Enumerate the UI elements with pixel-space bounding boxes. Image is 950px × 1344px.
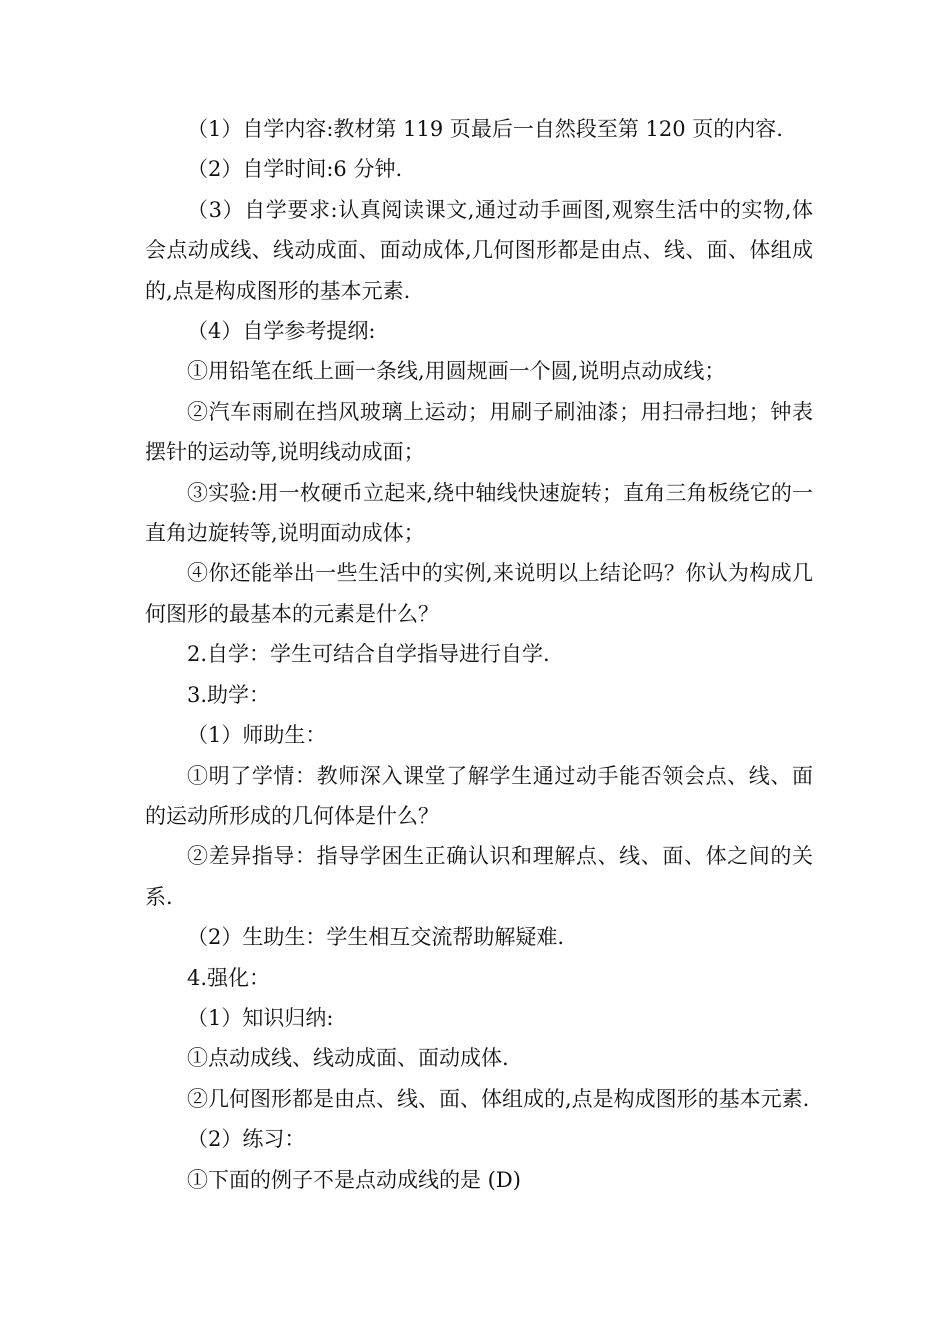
paragraph-study-outline-heading: （4）自学参考提纲: xyxy=(187,319,376,344)
paragraph-peer-help: （2）生助生：学生相互交流帮助解疑难. xyxy=(187,925,565,950)
paragraph-practice-question-1: ①下面的例子不是点动成线的是 (D) xyxy=(187,1167,521,1192)
paragraph-practice-heading: （2）练习： xyxy=(187,1127,306,1152)
paragraph-differentiated-guidance: ②差异指导：指导学困生正确认识和理解点、线、面、体之间的关系. xyxy=(145,844,813,909)
paragraph-summary-item-2: ②几何图形都是由点、线、面、体组成的,点是构成图形的基本元素. xyxy=(187,1086,810,1111)
paragraph-outline-item-2: ②汽车雨刷在挡风玻璃上运动；用刷子刷油漆；用扫帚扫地；钟表摆针的运动等,说明线动成面； xyxy=(145,399,813,465)
paragraph-study-time: （2）自学时间:6 分钟. xyxy=(187,157,403,182)
paragraph-learning-situation: ①明了学情：教师深入课堂了解学生通过动手能否领会点、线、面的运动所形成的几何体是什么？ xyxy=(145,763,813,828)
paragraph-teacher-helps: （1）师助生： xyxy=(187,723,327,748)
paragraph-reinforce-heading: 4.强化： xyxy=(187,965,271,990)
paragraph-outline-item-3: ③实验:用一枚硬币立起来,绕中轴线快速旋转；直角三角板绕它的一直角边旋转等,说明面动成体； xyxy=(145,480,813,546)
paragraph-knowledge-summary: （1）知识归纳: xyxy=(187,1005,334,1030)
paragraph-summary-item-1: ①点动成线、线动成面、面动成体. xyxy=(187,1046,509,1071)
paragraph-study-content: （1）自学内容:教材第 119 页最后一自然段至第 120 页的内容. xyxy=(187,117,783,141)
paragraph-study-requirements: （3）自学要求:认真阅读课文,通过动手画图,观察生活中的实物,体会点动成线、线动成面、面动成体,几何图形都是由点、线、面、体组成的,点是构成图形的基本元素. xyxy=(145,197,813,303)
paragraph-outline-item-4: ④你还能举出一些生活中的实例,来说明以上结论吗？你认为构成几何图形的最基本的元素是什么？ xyxy=(145,561,813,626)
paragraph-outline-item-1: ①用铅笔在纸上画一条线,用圆规画一个圆,说明点动成线； xyxy=(187,359,726,384)
paragraph-self-study: 2.自学：学生可结合自学指导进行自学. xyxy=(187,642,550,667)
paragraph-assist-heading: 3.助学： xyxy=(187,682,271,707)
document-body xyxy=(145,109,813,1200)
